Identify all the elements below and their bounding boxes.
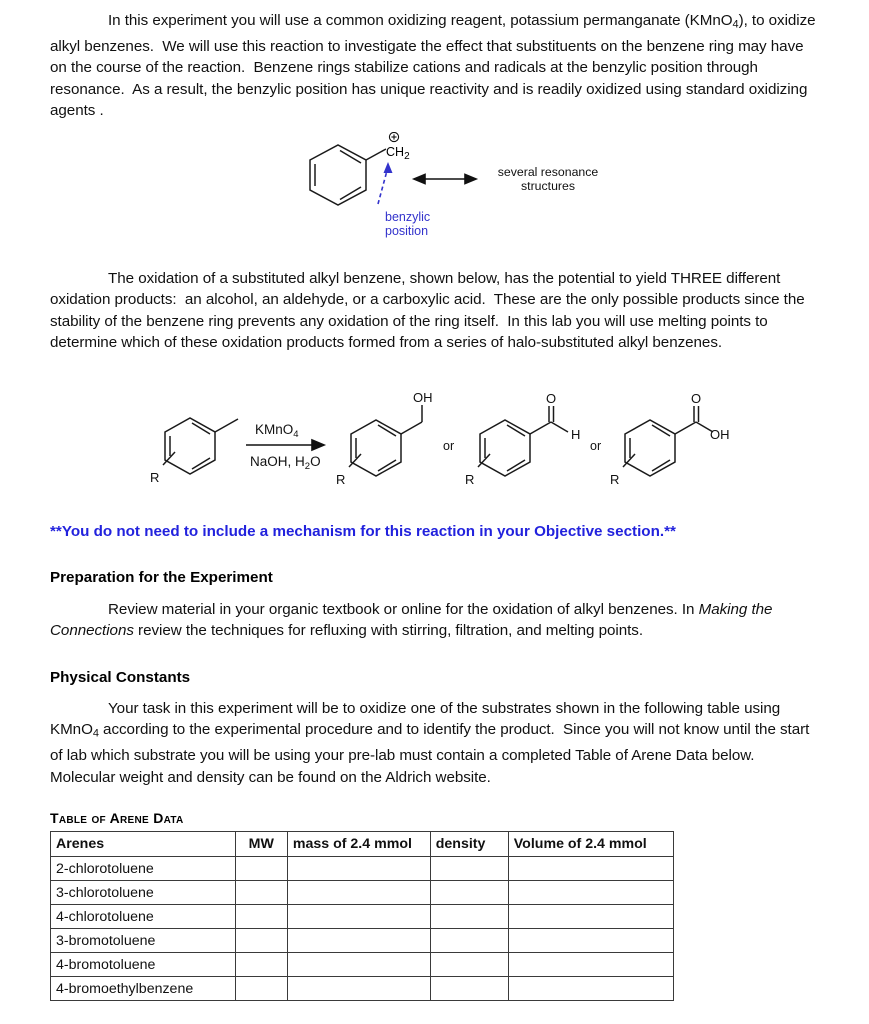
prep-text-part2: review the techniques for refluxing with stirring, filtration, and melting points. [133,622,643,640]
table-row [51,857,674,881]
cell-volume[interactable] [508,953,673,977]
table-row [51,953,674,977]
cell-mass[interactable] [287,857,430,881]
physical-constants-heading: Physical Constants [50,669,191,686]
header-volume: Volume of 2.4 mmol [508,832,673,857]
table-row [51,929,674,953]
cell-arene: 4-chlorotoluene [51,905,236,929]
paragraph-preparation [50,599,818,642]
cell-mw[interactable] [235,881,287,905]
header-arenes: Arenes [51,832,236,857]
prep-text-part1: Review material in your organic textbook or online for the oxidation of alkyl benzenes. In [108,601,699,618]
header-mass: mass of 2.4 mmol [287,832,430,857]
resonance-structures-label: several resonance structures [497,165,599,193]
reaction-arrow [246,440,324,450]
cell-mass[interactable] [287,953,430,977]
cell-mass[interactable] [287,929,430,953]
cell-mass[interactable] [287,881,430,905]
arene-data-table [50,831,674,1001]
cell-mass[interactable] [287,977,430,1001]
acid-r-label: R [610,472,620,487]
paragraph-intro: In this experiment you will use a common oxidizing reagent, potassium permanganate (KMnO$_4$), to oxidize alkyl benzenes. We will use this reaction to investigate the effect that substituents on the benzene ring may have on the course of the reaction. Benzene rings stabilize cations and radicals at the benzylic position through resonance. As a result, the benzylic position has unique reactivity and is readily oxidized using standard oxidizing agents . [50,12,816,120]
cell-mass[interactable] [287,905,430,929]
cell-volume[interactable] [508,857,673,881]
cell-mw[interactable] [235,977,287,1001]
resonance-arrow [414,175,476,184]
table-row [51,977,674,1001]
cell-mw[interactable] [235,953,287,977]
cell-density[interactable] [430,905,508,929]
carbocation-label: $CH_2$ [386,145,410,162]
book-title: Making the Connections [50,601,773,640]
paragraph-oxidation-products: The oxidation of a substituted alkyl benzene, shown below, has the potential to yield THREE different oxidation products: an alcohol, an aldehyde, or a carboxylic acid. These are the only possible products since the stability of the benzene ring prevents any oxidation of the ring itself. In this lab you will use melting points to determine which of these oxidation products formed from a series of halo-substituted alkyl benzenes. [50,270,805,352]
connector-or-1: or [443,439,455,453]
table-row [51,905,674,929]
benzylic-pointer-arrow [378,162,393,204]
cell-volume[interactable] [508,905,673,929]
benzylic-cation-figure [290,132,610,244]
header-density: density [430,832,508,857]
cell-density[interactable] [430,953,508,977]
mechanism-note: **You do not need to include a mechanism for this reaction in your Objective section.** [50,523,676,540]
benzylic-position-annotation: benzylic position [385,210,431,238]
connector-or-2: or [590,439,602,453]
cell-arene: 4-bromoethylbenzene [51,977,236,1001]
table-row [51,881,674,905]
cell-arene: 2-chlorotoluene [51,857,236,881]
aldehyde-h-label: H [571,427,581,442]
cell-density[interactable] [430,857,508,881]
cell-mw[interactable] [235,857,287,881]
cell-arene: 4-bromotoluene [51,953,236,977]
positive-charge-icon [389,132,398,141]
reagent-below-label: NaOH, $H_2O$ [250,454,321,472]
cell-volume[interactable] [508,977,673,1001]
cell-volume[interactable] [508,929,673,953]
reagent-above-label: KMnO$_4$ [255,422,299,440]
reactant-r-label: R [150,470,160,485]
cell-arene: 3-chlorotoluene [51,881,236,905]
table-header-row [51,832,674,857]
cell-volume[interactable] [508,881,673,905]
alcohol-r-label: R [336,472,346,487]
header-mw: MW [235,832,287,857]
acid-oh-label: OH [710,427,730,442]
oxidation-reaction-scheme [150,392,730,498]
table-caption: Table of Arene Data [50,810,184,826]
aldehyde-o-label: O [546,392,557,406]
preparation-heading: Preparation for the Experiment [50,569,273,586]
cell-density[interactable] [430,929,508,953]
cell-arene: 3-bromotoluene [51,929,236,953]
paragraph-physical-constants: Your task in this experiment will be to oxidize one of the substrates shown in the following table using KMnO$_4$ according to the experimental procedure and to identify the product. Since you will not know until the start of lab which substrate you will be using your pre-lab must contain a completed Table of Arene Data below. Molecular weight and density can be found on the Aldrich website. [50,700,810,786]
aldehyde-r-label: R [465,472,475,487]
cell-mw[interactable] [235,905,287,929]
cell-density[interactable] [430,977,508,1001]
cell-density[interactable] [430,881,508,905]
alcohol-oh-label: OH [413,392,433,405]
cell-mw[interactable] [235,929,287,953]
acid-o-label: O [691,392,702,406]
